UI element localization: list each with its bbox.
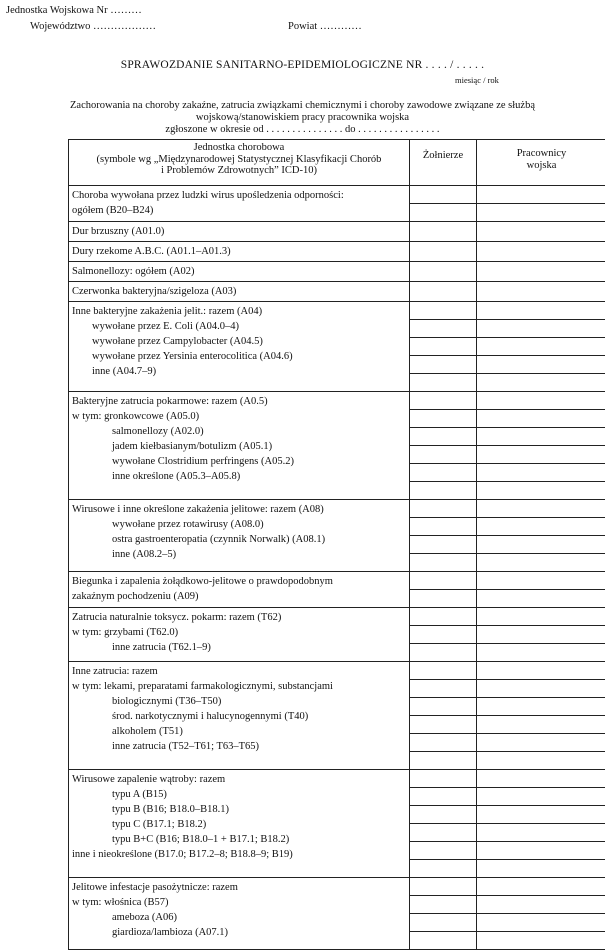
- employees-count-cell[interactable]: [477, 878, 605, 950]
- disease-line: w tym: lekami, preparatami farmakologicznymi, substancjami: [72, 679, 406, 694]
- disease-line: typu B (B16; B18.0–B18.1): [72, 802, 406, 817]
- table-row: [69, 262, 605, 282]
- disease-line: wywołane przez rotawirusy (A08.0): [72, 517, 406, 532]
- entry-slot[interactable]: [410, 536, 476, 554]
- disease-cell: [69, 392, 410, 500]
- disease-cell: [69, 186, 410, 222]
- employees-count-cell[interactable]: [477, 186, 605, 222]
- entry-slot[interactable]: [477, 896, 605, 914]
- employees-count-cell[interactable]: [477, 572, 605, 608]
- disease-line: Choroba wywołana przez ludzki wirus upośledzenia odporności:: [72, 188, 406, 203]
- entry-slot[interactable]: [410, 482, 476, 499]
- table-row: [69, 222, 605, 242]
- disease-cell: [69, 222, 410, 242]
- disease-line: ogółem (B20–B24): [72, 203, 406, 218]
- entry-slot[interactable]: [477, 428, 605, 446]
- entry-slot[interactable]: [410, 932, 476, 949]
- table-row: [69, 302, 605, 392]
- entry-slot[interactable]: [477, 752, 605, 769]
- entry-slot[interactable]: [410, 392, 476, 410]
- table-row: [69, 392, 605, 500]
- employees-count-cell[interactable]: [477, 282, 605, 302]
- disease-cell: [69, 500, 410, 572]
- soldiers-count-cell[interactable]: [410, 262, 477, 282]
- employees-count-cell[interactable]: [477, 662, 605, 770]
- entry-slot[interactable]: [410, 860, 476, 877]
- soldiers-count-cell[interactable]: [410, 608, 477, 662]
- entry-slot[interactable]: [477, 446, 605, 464]
- entry-slot[interactable]: [477, 662, 605, 680]
- entry-slot[interactable]: [410, 518, 476, 536]
- army-employees-header: [477, 140, 605, 186]
- soldiers-count-cell[interactable]: [410, 222, 477, 242]
- disease-line: inne określone (A05.3–A05.8): [72, 469, 406, 484]
- report-title: SPRAWOZDANIE SANITARNO-EPIDEMIOLOGICZNE NR . . . . / . . . . .: [0, 59, 605, 71]
- soldiers-count-cell[interactable]: [410, 662, 477, 770]
- disease-cell: [69, 770, 410, 878]
- header-line: i Problemów Zdrowotnych” ICD-10): [69, 165, 409, 177]
- disease-line: salmonellozy (A02.0): [72, 424, 406, 439]
- entry-slot[interactable]: [477, 716, 605, 734]
- entry-slot[interactable]: [410, 572, 476, 590]
- entry-slot[interactable]: [410, 320, 476, 338]
- entry-slot[interactable]: [477, 698, 605, 716]
- entry-slot[interactable]: [410, 204, 476, 221]
- entry-slot[interactable]: [410, 824, 476, 842]
- entry-slot[interactable]: [477, 482, 605, 499]
- employees-count-cell[interactable]: [477, 392, 605, 500]
- disease-line: środ. narkotycznymi i halucynogennymi (T40): [72, 709, 406, 724]
- header-line: Pracownicy: [477, 148, 605, 160]
- entry-slot[interactable]: [477, 734, 605, 752]
- disease-cell: [69, 662, 410, 770]
- entry-slot[interactable]: [477, 392, 605, 410]
- entry-slot[interactable]: [410, 752, 476, 769]
- entry-slot[interactable]: [477, 242, 605, 259]
- disease-line: Bakteryjne zatrucia pokarmowe: razem (A0.5): [72, 394, 406, 409]
- table-row: [69, 878, 605, 950]
- entry-slot[interactable]: [477, 770, 605, 788]
- month-year-caption: miesiąc / rok: [455, 75, 499, 85]
- intro-line-1: Zachorowania na choroby zakaźne, zatrucia związkami chemicznymi i choroby zawodowe związane ze służbą: [10, 100, 595, 112]
- entry-slot[interactable]: [410, 896, 476, 914]
- disease-line: Biegunka i zapalenia żołądkowo-jelitowe o prawdopodobnym: [72, 574, 406, 589]
- disease-line: Inne bakteryjne zakażenia jelit.: razem (A04): [72, 304, 406, 319]
- entry-slot[interactable]: [477, 518, 605, 536]
- disease-line: ostra gastroenteropatia (czynnik Norwalk) (A08.1): [72, 532, 406, 547]
- entry-slot[interactable]: [477, 644, 605, 661]
- disease-line: wywołane przez Campylobacter (A04.5): [72, 334, 406, 349]
- employees-count-cell[interactable]: [477, 302, 605, 392]
- disease-line: Salmonellozy: ogółem (A02): [72, 264, 406, 279]
- soldiers-count-cell[interactable]: [410, 500, 477, 572]
- soldiers-count-cell[interactable]: [410, 770, 477, 878]
- table-row: [69, 770, 605, 878]
- entry-slot[interactable]: [477, 282, 605, 299]
- entry-slot[interactable]: [477, 554, 605, 571]
- entry-slot[interactable]: [410, 842, 476, 860]
- entry-slot[interactable]: [477, 824, 605, 842]
- entry-slot[interactable]: [410, 428, 476, 446]
- disease-cell: [69, 878, 410, 950]
- disease-line: Zatrucia naturalnie toksycz. pokarm: razem (T62): [72, 610, 406, 625]
- disease-line: Czerwonka bakteryjna/szigeloza (A03): [72, 284, 406, 299]
- entry-slot[interactable]: [477, 680, 605, 698]
- disease-line: Wirusowe i inne określone zakażenia jelitowe: razem (A08): [72, 502, 406, 517]
- employees-count-cell[interactable]: [477, 770, 605, 878]
- disease-line: inne (A08.2–5): [72, 547, 406, 562]
- disease-line: Jelitowe infestacje pasożytnicze: razem: [72, 880, 406, 895]
- disease-line: w tym: włośnica (B57): [72, 895, 406, 910]
- entry-slot[interactable]: [410, 716, 476, 734]
- disease-line: Dur brzuszny (A01.0): [72, 224, 406, 239]
- disease-line: Wirusowe zapalenie wątroby: razem: [72, 772, 406, 787]
- disease-cell: [69, 242, 410, 262]
- entry-slot[interactable]: [477, 222, 605, 239]
- disease-cell: [69, 302, 410, 392]
- entry-slot[interactable]: [410, 222, 476, 239]
- entry-slot[interactable]: [477, 860, 605, 877]
- entry-slot[interactable]: [410, 464, 476, 482]
- entry-slot[interactable]: [477, 536, 605, 554]
- table-row: [69, 186, 605, 222]
- entry-slot[interactable]: [410, 262, 476, 279]
- entry-slot[interactable]: [410, 608, 476, 626]
- entry-slot[interactable]: [477, 338, 605, 356]
- entry-slot[interactable]: [410, 554, 476, 571]
- employees-count-cell[interactable]: [477, 242, 605, 262]
- entry-slot[interactable]: [477, 806, 605, 824]
- table-row: [69, 500, 605, 572]
- entry-slot[interactable]: [477, 410, 605, 428]
- soldiers-count-cell[interactable]: [410, 302, 477, 392]
- table-row: [69, 608, 605, 662]
- entry-slot[interactable]: [410, 282, 476, 299]
- table-row: [69, 572, 605, 608]
- entry-slot[interactable]: [410, 788, 476, 806]
- entry-slot[interactable]: [410, 698, 476, 716]
- entry-slot[interactable]: [477, 320, 605, 338]
- disease-line: inne zatrucia (T62.1–9): [72, 640, 406, 655]
- disease-cell: [69, 572, 410, 608]
- soldiers-count-cell[interactable]: [410, 392, 477, 500]
- table-row: [69, 282, 605, 302]
- entry-slot[interactable]: [410, 590, 476, 607]
- disease-line: inne (A04.7–9): [72, 364, 406, 379]
- entry-slot[interactable]: [410, 644, 476, 661]
- intro-line-3: zgłoszone w okresie od . . . . . . . . . . . . . . . do . . . . . . . . . . . . . . . .: [10, 124, 595, 136]
- voivodeship-label: Województwo ………………: [30, 21, 156, 32]
- entry-slot[interactable]: [410, 878, 476, 896]
- entry-slot[interactable]: [477, 262, 605, 279]
- employees-count-cell[interactable]: [477, 500, 605, 572]
- disease-cell: [69, 608, 410, 662]
- entry-slot[interactable]: [477, 878, 605, 896]
- disease-line: typu C (B17.1; B18.2): [72, 817, 406, 832]
- entry-slot[interactable]: [410, 410, 476, 428]
- disease-line: wywołane przez Yersinia enterocolitica (A04.6): [72, 349, 406, 364]
- soldiers-count-cell[interactable]: [410, 878, 477, 950]
- disease-line: w tym: gronkowcowe (A05.0): [72, 409, 406, 424]
- entry-slot[interactable]: [410, 914, 476, 932]
- entry-slot[interactable]: [410, 302, 476, 320]
- disease-line: typu A (B15): [72, 787, 406, 802]
- table-row: [69, 242, 605, 262]
- entry-slot[interactable]: [410, 356, 476, 374]
- disease-line: jadem kiełbasianym/botulizm (A05.1): [72, 439, 406, 454]
- disease-line: giardioza/lambioza (A07.1): [72, 925, 406, 940]
- table-row: [69, 662, 605, 770]
- entry-slot[interactable]: [410, 770, 476, 788]
- intro-line-2: wojskową/stanowiskiem pracy pracownika wojska: [10, 112, 595, 124]
- disease-line: wywołane Clostridium perfringens (A05.2): [72, 454, 406, 469]
- entry-slot[interactable]: [410, 242, 476, 259]
- entry-slot[interactable]: [477, 464, 605, 482]
- employees-count-cell[interactable]: [477, 608, 605, 662]
- report-table: [68, 139, 605, 950]
- entry-slot[interactable]: [477, 914, 605, 932]
- entry-slot[interactable]: [477, 788, 605, 806]
- entry-slot[interactable]: [410, 662, 476, 680]
- employees-count-cell[interactable]: [477, 262, 605, 282]
- soldiers-count-cell[interactable]: [410, 242, 477, 262]
- soldiers-count-cell[interactable]: [410, 282, 477, 302]
- disease-line: inne zatrucia (T52–T61; T63–T65): [72, 739, 406, 754]
- entry-slot[interactable]: [477, 932, 605, 949]
- entry-slot[interactable]: [477, 302, 605, 320]
- employees-count-cell[interactable]: [477, 222, 605, 242]
- unit-number-label: Jednostka Wojskowa Nr ………: [6, 5, 142, 16]
- entry-slot[interactable]: [410, 446, 476, 464]
- disease-line: ameboza (A06): [72, 910, 406, 925]
- entry-slot[interactable]: [477, 374, 605, 391]
- header-line: (symbole wg „Międzynarodowej Statystycznej Klasyfikacji Chorób: [69, 154, 409, 166]
- disease-line: alkoholem (T51): [72, 724, 406, 739]
- entry-slot[interactable]: [410, 734, 476, 752]
- county-label: Powiat …………: [288, 21, 362, 32]
- disease-cell: [69, 282, 410, 302]
- header-line: Jednostka chorobowa: [69, 142, 409, 154]
- entry-slot[interactable]: [410, 626, 476, 644]
- disease-line: zakaźnym pochodzeniu (A09): [72, 589, 406, 604]
- entry-slot[interactable]: [477, 572, 605, 590]
- entry-slot[interactable]: [477, 590, 605, 607]
- soldiers-count-cell[interactable]: [410, 186, 477, 222]
- entry-slot[interactable]: [410, 338, 476, 356]
- table-header-row: [69, 140, 605, 186]
- entry-slot[interactable]: [410, 186, 476, 204]
- soldiers-header: Żołnierze: [410, 140, 477, 186]
- entry-slot[interactable]: [477, 842, 605, 860]
- header-line: wojska: [477, 160, 605, 172]
- disease-line: typu B+C (B16; B18.0–1 + B17.1; B18.2): [72, 832, 406, 847]
- soldiers-count-cell[interactable]: [410, 572, 477, 608]
- disease-unit-header: [69, 140, 410, 186]
- disease-line: w tym: grzybami (T62.0): [72, 625, 406, 640]
- disease-line: wywołane przez E. Coli (A04.0–4): [72, 319, 406, 334]
- disease-line: inne i nieokreślone (B17.0; B17.2–8; B18.8–9; B19): [72, 847, 406, 862]
- disease-line: Inne zatrucia: razem: [72, 664, 406, 679]
- entry-slot[interactable]: [477, 186, 605, 204]
- entry-slot[interactable]: [410, 680, 476, 698]
- entry-slot[interactable]: [410, 806, 476, 824]
- entry-slot[interactable]: [477, 204, 605, 221]
- entry-slot[interactable]: [410, 500, 476, 518]
- disease-line: Dury rzekome A.B.C. (A01.1–A01.3): [72, 244, 406, 259]
- disease-line: biologicznymi (T36–T50): [72, 694, 406, 709]
- entry-slot[interactable]: [477, 500, 605, 518]
- entry-slot[interactable]: [410, 374, 476, 391]
- entry-slot[interactable]: [477, 626, 605, 644]
- disease-cell: [69, 262, 410, 282]
- entry-slot[interactable]: [477, 608, 605, 626]
- entry-slot[interactable]: [477, 356, 605, 374]
